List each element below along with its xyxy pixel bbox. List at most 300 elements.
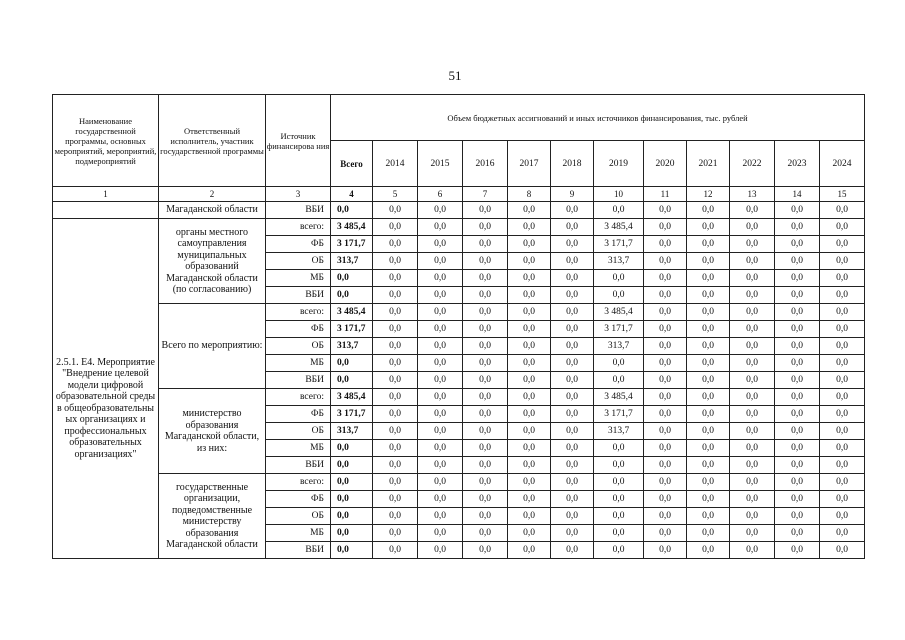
measure-name: 2.5.1. Е4. Мероприятие "Внедрение целевой модели цифровой образовательной среды в общеобразовательны ых организациях и профессиональных образовательных организациях"	[53, 219, 159, 559]
year-value: 0,0	[551, 270, 594, 287]
column-number: 8	[508, 187, 551, 202]
executor-name: органы местного самоуправления муниципальных образований Магаданской области (по согласованию)	[159, 219, 266, 304]
source-label: ОБ	[266, 508, 331, 525]
year-value: 3 485,4	[594, 219, 644, 236]
year-value: 0,0	[373, 440, 418, 457]
year-value: 0,0	[644, 287, 687, 304]
year-value: 0,0	[551, 372, 594, 389]
year-value: 0,0	[508, 389, 551, 406]
year-value: 0,0	[687, 338, 730, 355]
table-row	[53, 219, 865, 236]
year-value: 0,0	[644, 321, 687, 338]
year-value: 0,0	[463, 202, 508, 219]
column-number: 12	[687, 187, 730, 202]
year-value: 0,0	[687, 236, 730, 253]
year-value: 0,0	[775, 253, 820, 270]
column-number: 4	[331, 187, 373, 202]
year-value: 0,0	[463, 219, 508, 236]
column-number: 10	[594, 187, 644, 202]
year-value: 0,0	[508, 287, 551, 304]
year-value: 0,0	[418, 287, 463, 304]
total-value: 313,7	[331, 253, 373, 270]
year-value: 0,0	[687, 219, 730, 236]
year-value: 0,0	[594, 372, 644, 389]
source-label: ОБ	[266, 253, 331, 270]
total-value: 0,0	[331, 491, 373, 508]
year-value: 0,0	[687, 202, 730, 219]
year-value: 0,0	[730, 406, 775, 423]
year-value: 0,0	[463, 270, 508, 287]
year-value: 0,0	[644, 389, 687, 406]
year-value: 0,0	[594, 202, 644, 219]
year-value: 0,0	[418, 389, 463, 406]
header-year: 2019	[594, 141, 644, 187]
total-value: 0,0	[331, 202, 373, 219]
year-value: 0,0	[687, 270, 730, 287]
source-label: ОБ	[266, 338, 331, 355]
column-number: 1	[53, 187, 159, 202]
year-value: 0,0	[551, 236, 594, 253]
year-value: 0,0	[820, 287, 865, 304]
total-value: 3 485,4	[331, 389, 373, 406]
table-row	[53, 304, 865, 321]
column-number: 14	[775, 187, 820, 202]
year-value: 0,0	[644, 542, 687, 559]
year-value: 0,0	[373, 236, 418, 253]
year-value: 0,0	[820, 321, 865, 338]
year-value: 0,0	[730, 440, 775, 457]
year-value: 0,0	[373, 457, 418, 474]
year-value: 0,0	[373, 508, 418, 525]
year-value: 0,0	[418, 219, 463, 236]
year-value: 0,0	[644, 338, 687, 355]
year-value: 0,0	[508, 440, 551, 457]
year-value: 0,0	[820, 236, 865, 253]
year-value: 0,0	[551, 253, 594, 270]
year-value: 0,0	[730, 525, 775, 542]
header-executor: Ответственный исполнитель, участник государственной программы	[159, 95, 266, 187]
year-value: 0,0	[551, 542, 594, 559]
year-value: 0,0	[687, 389, 730, 406]
year-value: 0,0	[508, 321, 551, 338]
year-value: 0,0	[373, 525, 418, 542]
column-number: 5	[373, 187, 418, 202]
year-value: 0,0	[775, 321, 820, 338]
year-value: 0,0	[730, 304, 775, 321]
year-value: 0,0	[775, 287, 820, 304]
year-value: 0,0	[508, 355, 551, 372]
source-label: всего:	[266, 304, 331, 321]
total-value: 0,0	[331, 542, 373, 559]
total-value: 0,0	[331, 270, 373, 287]
year-value: 0,0	[551, 491, 594, 508]
year-value: 0,0	[730, 270, 775, 287]
header-program-name: Наименование государственной программы, основных мероприятий, мероприятий, подмероприятий	[53, 95, 159, 187]
source-label: ВБИ	[266, 202, 331, 219]
total-value: 313,7	[331, 423, 373, 440]
year-value: 0,0	[775, 474, 820, 491]
year-value: 0,0	[820, 542, 865, 559]
year-value: 0,0	[463, 406, 508, 423]
year-value: 0,0	[508, 202, 551, 219]
column-number: 11	[644, 187, 687, 202]
year-value: 0,0	[820, 202, 865, 219]
year-value: 0,0	[594, 525, 644, 542]
year-value: 0,0	[594, 457, 644, 474]
column-number: 2	[159, 187, 266, 202]
year-value: 0,0	[644, 491, 687, 508]
column-number: 6	[418, 187, 463, 202]
year-value: 0,0	[373, 304, 418, 321]
source-label: ВБИ	[266, 287, 331, 304]
year-value: 0,0	[594, 508, 644, 525]
source-label: всего:	[266, 474, 331, 491]
year-value: 0,0	[820, 474, 865, 491]
year-value: 0,0	[551, 508, 594, 525]
year-value: 0,0	[687, 508, 730, 525]
header-year: 2022	[730, 141, 775, 187]
year-value: 0,0	[775, 542, 820, 559]
year-value: 0,0	[508, 406, 551, 423]
year-value: 0,0	[687, 304, 730, 321]
source-label: ВБИ	[266, 542, 331, 559]
year-value: 0,0	[730, 338, 775, 355]
year-value: 0,0	[551, 474, 594, 491]
year-value: 0,0	[551, 321, 594, 338]
year-value: 0,0	[463, 491, 508, 508]
year-value: 0,0	[594, 287, 644, 304]
year-value: 0,0	[551, 355, 594, 372]
year-value: 0,0	[463, 321, 508, 338]
year-value: 0,0	[551, 440, 594, 457]
year-value: 0,0	[418, 338, 463, 355]
year-value: 0,0	[551, 219, 594, 236]
year-value: 0,0	[644, 253, 687, 270]
year-value: 0,0	[820, 525, 865, 542]
year-value: 0,0	[551, 525, 594, 542]
executor-name: министерство образования Магаданской области, из них:	[159, 389, 266, 474]
year-value: 0,0	[594, 270, 644, 287]
year-value: 0,0	[463, 372, 508, 389]
year-value: 0,0	[418, 372, 463, 389]
year-value: 0,0	[373, 491, 418, 508]
year-value: 0,0	[730, 423, 775, 440]
year-value: 0,0	[820, 355, 865, 372]
table-row	[53, 389, 865, 406]
header-budget-group: Объем бюджетных ассигнований и иных источников финансирования, тыс. рублей	[331, 95, 865, 141]
year-value: 0,0	[551, 457, 594, 474]
year-value: 0,0	[463, 304, 508, 321]
source-label: ФБ	[266, 321, 331, 338]
year-value: 0,0	[730, 389, 775, 406]
column-number: 15	[820, 187, 865, 202]
year-value: 0,0	[730, 474, 775, 491]
total-value: 3 171,7	[331, 236, 373, 253]
header-year: 2014	[373, 141, 418, 187]
year-value: 0,0	[730, 355, 775, 372]
year-value: 0,0	[775, 406, 820, 423]
year-value: 0,0	[820, 406, 865, 423]
year-value: 0,0	[644, 525, 687, 542]
header-year: 2024	[820, 141, 865, 187]
year-value: 0,0	[730, 202, 775, 219]
column-number: 3	[266, 187, 331, 202]
year-value: 0,0	[373, 270, 418, 287]
table-row	[53, 474, 865, 491]
year-value: 0,0	[687, 457, 730, 474]
source-label: ВБИ	[266, 372, 331, 389]
source-label: МБ	[266, 525, 331, 542]
year-value: 0,0	[373, 321, 418, 338]
year-value: 0,0	[730, 542, 775, 559]
year-value: 0,0	[730, 253, 775, 270]
header-year: 2021	[687, 141, 730, 187]
year-value: 0,0	[551, 202, 594, 219]
table-row	[53, 202, 865, 219]
year-value: 0,0	[418, 321, 463, 338]
source-label: всего:	[266, 389, 331, 406]
year-value: 0,0	[775, 508, 820, 525]
year-value: 0,0	[418, 236, 463, 253]
year-value: 0,0	[687, 491, 730, 508]
year-value: 0,0	[820, 338, 865, 355]
year-value: 0,0	[463, 287, 508, 304]
year-value: 0,0	[820, 457, 865, 474]
year-value: 0,0	[687, 542, 730, 559]
year-value: 313,7	[594, 423, 644, 440]
year-value: 0,0	[820, 423, 865, 440]
year-value: 0,0	[687, 355, 730, 372]
year-value: 0,0	[508, 338, 551, 355]
year-value: 0,0	[820, 440, 865, 457]
source-label: ВБИ	[266, 457, 331, 474]
year-value: 0,0	[775, 457, 820, 474]
year-value: 0,0	[418, 270, 463, 287]
total-value: 3 171,7	[331, 406, 373, 423]
source-label: МБ	[266, 355, 331, 372]
header-total: Всего	[331, 141, 373, 187]
year-value: 3 171,7	[594, 321, 644, 338]
year-value: 0,0	[820, 508, 865, 525]
year-value: 0,0	[418, 457, 463, 474]
year-value: 0,0	[508, 525, 551, 542]
header-year: 2023	[775, 141, 820, 187]
year-value: 0,0	[687, 423, 730, 440]
total-value: 3 485,4	[331, 219, 373, 236]
year-value: 0,0	[373, 253, 418, 270]
year-value: 0,0	[730, 491, 775, 508]
year-value: 0,0	[644, 508, 687, 525]
year-value: 0,0	[775, 304, 820, 321]
year-value: 0,0	[463, 389, 508, 406]
total-value: 3 171,7	[331, 321, 373, 338]
year-value: 0,0	[463, 423, 508, 440]
year-value: 0,0	[373, 474, 418, 491]
year-value: 0,0	[508, 236, 551, 253]
year-value: 0,0	[644, 406, 687, 423]
year-value: 0,0	[644, 423, 687, 440]
year-value: 0,0	[775, 440, 820, 457]
total-value: 0,0	[331, 508, 373, 525]
year-value: 0,0	[373, 423, 418, 440]
executor-name: государственные организации, подведомственные министерству образования Магаданской области	[159, 474, 266, 559]
year-value: 0,0	[594, 440, 644, 457]
year-value: 0,0	[463, 440, 508, 457]
year-value: 3 171,7	[594, 236, 644, 253]
year-value: 0,0	[373, 542, 418, 559]
total-value: 0,0	[331, 474, 373, 491]
year-value: 0,0	[508, 270, 551, 287]
year-value: 0,0	[644, 372, 687, 389]
year-value: 0,0	[418, 406, 463, 423]
year-value: 0,0	[775, 372, 820, 389]
year-value: 0,0	[820, 219, 865, 236]
year-value: 0,0	[687, 525, 730, 542]
header-year: 2015	[418, 141, 463, 187]
year-value: 0,0	[508, 542, 551, 559]
year-value: 0,0	[418, 253, 463, 270]
year-value: 0,0	[730, 372, 775, 389]
year-value: 0,0	[373, 406, 418, 423]
year-value: 3 171,7	[594, 406, 644, 423]
source-label: МБ	[266, 440, 331, 457]
year-value: 0,0	[463, 457, 508, 474]
year-value: 0,0	[644, 270, 687, 287]
year-value: 0,0	[644, 457, 687, 474]
year-value: 0,0	[551, 389, 594, 406]
year-value: 0,0	[508, 253, 551, 270]
year-value: 0,0	[820, 372, 865, 389]
year-value: 0,0	[775, 491, 820, 508]
year-value: 0,0	[687, 372, 730, 389]
year-value: 0,0	[551, 304, 594, 321]
year-value: 0,0	[463, 508, 508, 525]
year-value: 0,0	[687, 253, 730, 270]
year-value: 0,0	[644, 304, 687, 321]
source-label: ФБ	[266, 491, 331, 508]
year-value: 0,0	[687, 321, 730, 338]
header-year: 2020	[644, 141, 687, 187]
year-value: 0,0	[551, 423, 594, 440]
year-value: 0,0	[508, 219, 551, 236]
year-value: 0,0	[775, 525, 820, 542]
year-value: 0,0	[775, 236, 820, 253]
year-value: 0,0	[820, 389, 865, 406]
total-value: 0,0	[331, 525, 373, 542]
year-value: 0,0	[551, 406, 594, 423]
year-value: 3 485,4	[594, 389, 644, 406]
column-number: 13	[730, 187, 775, 202]
header-source: Источник финансирова ния	[266, 95, 331, 187]
year-value: 0,0	[644, 202, 687, 219]
source-label: ФБ	[266, 236, 331, 253]
total-value: 0,0	[331, 372, 373, 389]
source-label: МБ	[266, 270, 331, 287]
total-value: 0,0	[331, 287, 373, 304]
year-value: 0,0	[418, 440, 463, 457]
year-value: 0,0	[730, 236, 775, 253]
year-value: 0,0	[418, 423, 463, 440]
total-value: 3 485,4	[331, 304, 373, 321]
year-value: 0,0	[463, 525, 508, 542]
year-value: 0,0	[775, 389, 820, 406]
year-value: 0,0	[508, 304, 551, 321]
header-year: 2018	[551, 141, 594, 187]
year-value: 0,0	[373, 219, 418, 236]
year-value: 0,0	[373, 355, 418, 372]
year-value: 0,0	[730, 457, 775, 474]
year-value: 0,0	[730, 508, 775, 525]
year-value: 0,0	[730, 219, 775, 236]
year-value: 0,0	[644, 355, 687, 372]
year-value: 0,0	[463, 355, 508, 372]
year-value: 0,0	[508, 457, 551, 474]
year-value: 0,0	[373, 372, 418, 389]
year-value: 0,0	[775, 270, 820, 287]
year-value: 0,0	[644, 474, 687, 491]
year-value: 0,0	[418, 474, 463, 491]
year-value: 0,0	[730, 287, 775, 304]
year-value: 0,0	[730, 321, 775, 338]
source-label: ФБ	[266, 406, 331, 423]
year-value: 0,0	[508, 491, 551, 508]
total-value: 0,0	[331, 440, 373, 457]
year-value: 313,7	[594, 253, 644, 270]
year-value: 0,0	[418, 202, 463, 219]
year-value: 0,0	[508, 372, 551, 389]
total-value: 0,0	[331, 457, 373, 474]
year-value: 0,0	[775, 423, 820, 440]
year-value: 0,0	[775, 219, 820, 236]
source-label: всего:	[266, 219, 331, 236]
year-value: 0,0	[551, 338, 594, 355]
year-value: 0,0	[508, 508, 551, 525]
year-value: 0,0	[820, 491, 865, 508]
year-value: 0,0	[418, 355, 463, 372]
year-value: 0,0	[463, 253, 508, 270]
executor-name: Всего по мероприятию:	[159, 304, 266, 389]
year-value: 0,0	[418, 508, 463, 525]
year-value: 0,0	[508, 423, 551, 440]
year-value: 0,0	[418, 525, 463, 542]
year-value: 0,0	[820, 304, 865, 321]
year-value: 0,0	[373, 389, 418, 406]
year-value: 0,0	[594, 542, 644, 559]
year-value: 0,0	[418, 542, 463, 559]
year-value: 0,0	[644, 440, 687, 457]
year-value: 0,0	[775, 202, 820, 219]
year-value: 0,0	[594, 491, 644, 508]
budget-table	[52, 94, 865, 559]
executor-name: Магаданской области	[159, 202, 266, 219]
year-value: 0,0	[551, 287, 594, 304]
year-value: 0,0	[687, 440, 730, 457]
header-year: 2017	[508, 141, 551, 187]
year-value: 0,0	[644, 236, 687, 253]
year-value: 0,0	[418, 491, 463, 508]
year-value: 0,0	[508, 474, 551, 491]
year-value: 0,0	[463, 338, 508, 355]
year-value: 0,0	[373, 202, 418, 219]
year-value: 0,0	[687, 474, 730, 491]
year-value: 0,0	[775, 355, 820, 372]
year-value: 3 485,4	[594, 304, 644, 321]
year-value: 0,0	[418, 304, 463, 321]
year-value: 0,0	[775, 338, 820, 355]
year-value: 0,0	[463, 474, 508, 491]
year-value: 0,0	[644, 219, 687, 236]
total-value: 0,0	[331, 355, 373, 372]
